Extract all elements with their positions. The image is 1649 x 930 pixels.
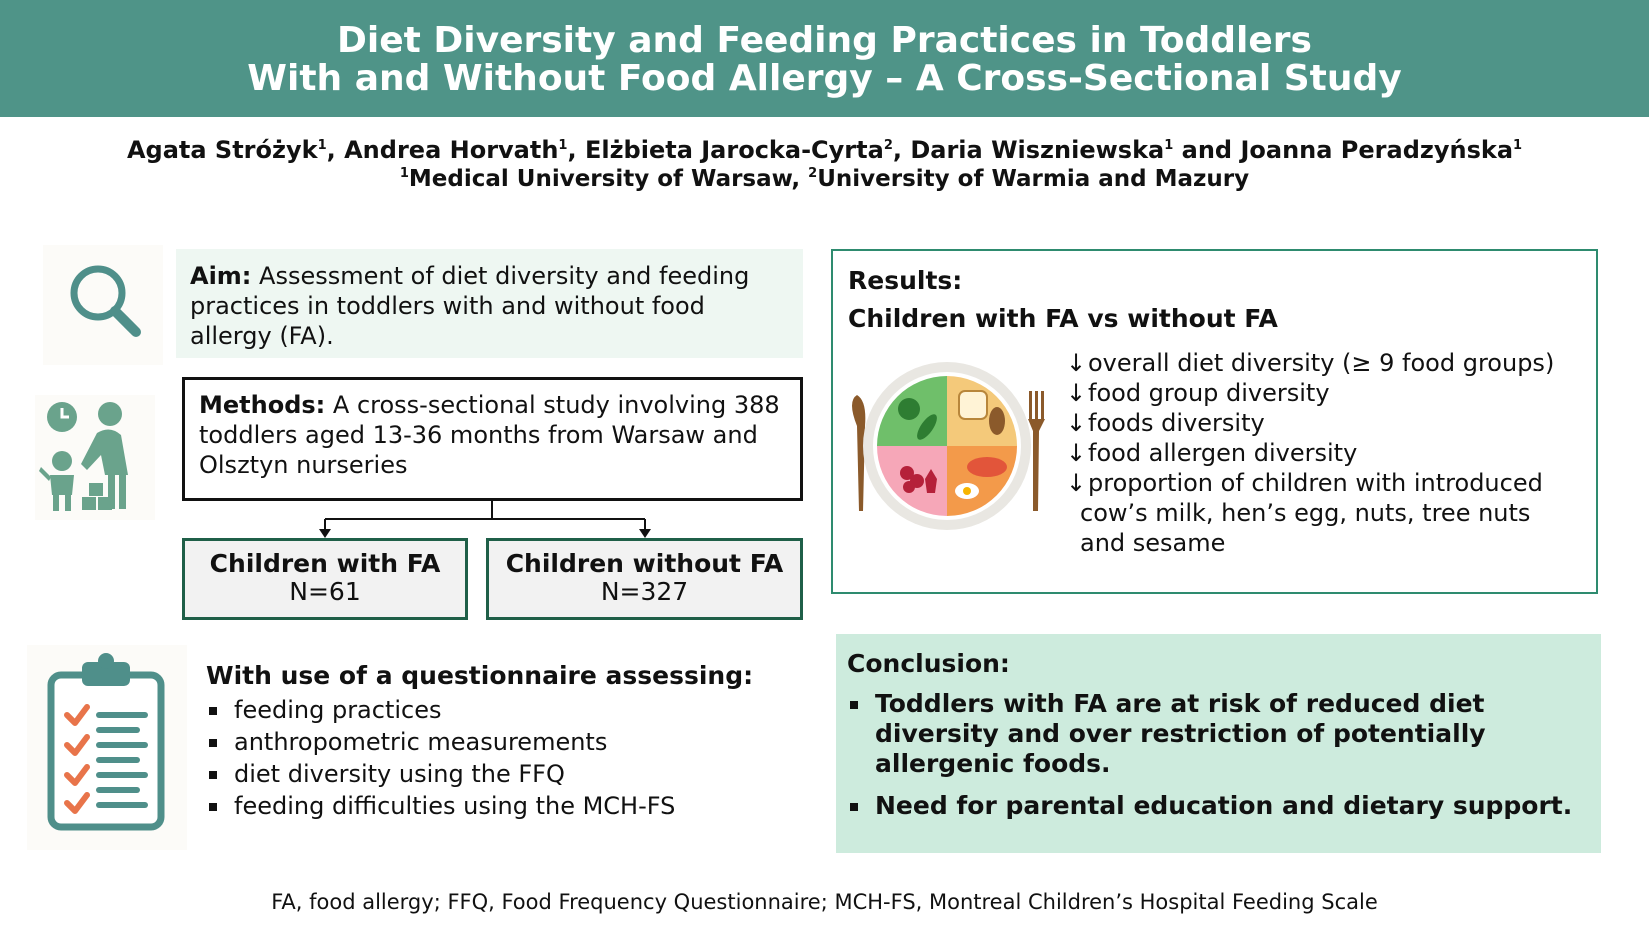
- author-affil-sup: 1: [1164, 138, 1174, 153]
- list-item: [1066, 438, 1591, 468]
- result-continuation: and sesame: [1080, 529, 1226, 557]
- aim-text: Assessment of diet diversity and feeding practices in toddlers with and without food allergy (FA).: [190, 262, 750, 350]
- results-subtitle: Children with FA vs without FA: [848, 304, 1278, 333]
- aim-label: Aim:: [190, 262, 252, 290]
- author-name: Agata Stróżyk: [126, 136, 318, 164]
- results-list: [1066, 348, 1591, 558]
- author-separator: ,: [892, 136, 911, 164]
- questionnaire-title: With use of a questionnaire assessing:: [206, 661, 754, 690]
- result-text: food group diversity: [1088, 379, 1330, 407]
- conclusion-box: [836, 634, 1601, 853]
- author-affil-sup: 1: [317, 138, 327, 153]
- affil-sup: 1: [399, 166, 409, 181]
- list-item: Toddlers with FA are at risk of reduced diet diversity and over restriction of potentially allergenic foods.: [847, 689, 1587, 779]
- clipboard-icon-panel: [27, 645, 187, 850]
- author-separator: and: [1173, 136, 1241, 164]
- author-separator: ,: [567, 136, 585, 164]
- result-text: foods diversity: [1088, 409, 1265, 437]
- affiliation-1: Medical University of Warsaw,: [408, 166, 809, 192]
- list-item: Need for parental education and dietary support.: [847, 791, 1587, 821]
- conclusion-title: Conclusion:: [847, 649, 1010, 678]
- result-text: overall diet diversity (≥ 9 food groups): [1088, 349, 1555, 377]
- clipboard-checklist-icon: [27, 645, 187, 850]
- abbreviations-footnote: FA, food allergy; FFQ, Food Frequency Questionnaire; MCH-FS, Montreal Children’s Hospital Feeding Scale: [271, 890, 1378, 914]
- result-text: proportion of children with introduced: [1088, 469, 1543, 497]
- methods-text: A cross-sectional study involving 388 toddlers aged 13-36 months from Warsaw and Olsztyn nurseries: [199, 391, 780, 479]
- author-affil-sup: 2: [883, 138, 893, 153]
- title-line-2: With and Without Food Allergy – A Cross-Sectional Study: [247, 58, 1402, 99]
- results-box: [831, 249, 1598, 594]
- group-with-fa-n: N=61: [289, 577, 361, 606]
- list-item: diet diversity using the FFQ: [206, 758, 796, 790]
- group-without-fa-n: N=327: [600, 577, 689, 606]
- group-without-fa: [486, 538, 803, 620]
- questionnaire-list: [206, 694, 796, 822]
- conclusion-list: [847, 689, 1587, 833]
- result-text: food allergen diversity: [1088, 439, 1358, 467]
- affil-sup: 2: [808, 166, 818, 181]
- list-item: [1066, 408, 1591, 438]
- results-title: Results:: [848, 266, 963, 295]
- list-item: feeding difficulties using the MCH-FS: [206, 790, 796, 822]
- author-name: Andrea Horvath: [344, 136, 559, 164]
- methods-label: Methods:: [199, 391, 326, 419]
- author-name: Daria Wiszniewska: [910, 136, 1165, 164]
- affiliation-2: University of Warmia and Mazury: [817, 166, 1250, 192]
- group-without-fa-title: Children without FA: [505, 549, 784, 578]
- list-item: feeding practices: [206, 694, 796, 726]
- down-arrow-icon: ↓: [1066, 469, 1087, 497]
- author-affil-sup: 1: [558, 138, 568, 153]
- author-separator: ,: [326, 136, 345, 164]
- title-line-1: Diet Diversity and Feeding Practices in Toddlers: [337, 20, 1312, 61]
- food-plate-icon: [847, 361, 1047, 531]
- list-item: [1066, 348, 1591, 378]
- questionnaire-section: [206, 661, 796, 822]
- list-item: [1066, 468, 1591, 498]
- group-with-fa: [182, 538, 468, 620]
- result-continuation: cow’s milk, hen’s egg, nuts, tree nuts: [1080, 499, 1531, 527]
- list-item: [1066, 378, 1591, 408]
- list-item: anthropometric measurements: [206, 726, 796, 758]
- author-name: Joanna Peradzyńska: [1240, 136, 1514, 164]
- down-arrow-icon: ↓: [1066, 379, 1087, 407]
- down-arrow-icon: ↓: [1066, 409, 1087, 437]
- down-arrow-icon: ↓: [1066, 349, 1087, 377]
- author-affil-sup: 1: [1513, 138, 1523, 153]
- down-arrow-icon: ↓: [1066, 439, 1087, 467]
- author-name: Elżbieta Jarocka-Cyrta: [584, 136, 884, 164]
- group-with-fa-title: Children with FA: [209, 549, 441, 578]
